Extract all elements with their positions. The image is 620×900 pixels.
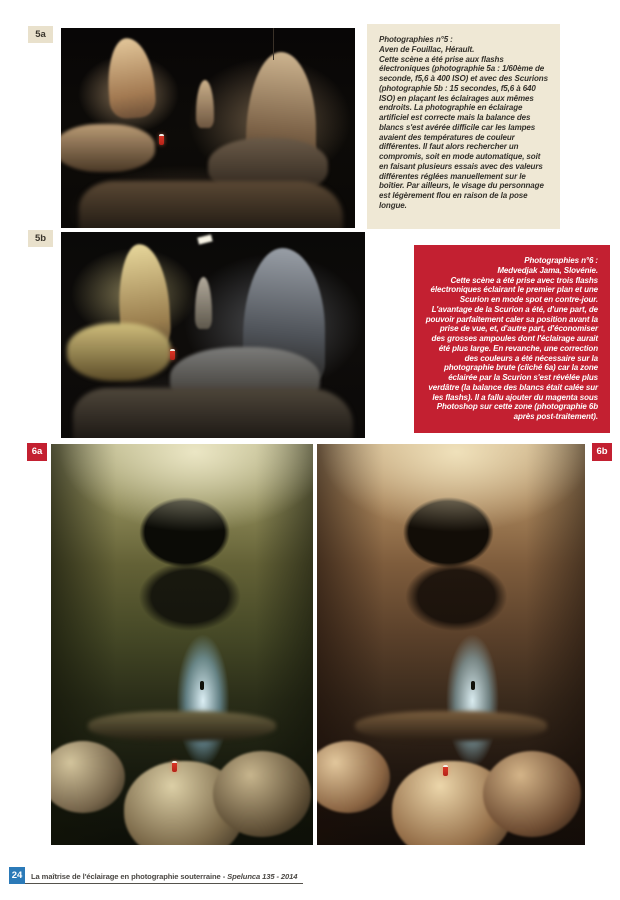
rock-shelf-shape xyxy=(61,124,155,172)
silhouette-figure xyxy=(200,681,204,690)
photo-6b-cave-corrected xyxy=(317,444,585,845)
caption-5-title: Photographies n°5 : xyxy=(379,35,453,44)
caption-photographies-6 xyxy=(414,245,610,433)
caption-6-title: Photographies n°6 : xyxy=(524,256,598,265)
caver-figure xyxy=(159,134,164,145)
rock-floor-shape xyxy=(73,388,353,438)
boulder-shape xyxy=(51,741,125,813)
caver-figure xyxy=(172,761,177,772)
rope-line xyxy=(273,28,274,60)
caver-figure xyxy=(170,349,175,360)
page-number-badge: 24 xyxy=(9,867,25,884)
boulder-shape xyxy=(213,751,311,837)
rock-floor-shape xyxy=(79,181,344,228)
rock-shelf-shape xyxy=(67,323,171,381)
photo-label-5a: 5a xyxy=(28,26,53,43)
stalagmite-shape xyxy=(195,277,212,329)
rock-ledge-shape xyxy=(88,711,277,741)
footer xyxy=(9,867,303,884)
photo-6a-cave-raw xyxy=(51,444,313,845)
caption-6-body: Cette scène a été prise avec trois flashs électroniques éclairant le premier plan et une Scurion en mode spot en contre-jour. L'avantage de la Scurion a été, d'une part, de pouvoir parfaitement caler sa position avant la prise de vue, et, d'autre part, d'économiser des grosses ampoules dont l'éclairage aurait été plus large. En revanche, une correction des couleurs a été nécessaire sur la photographie brute (cliché 6a) car la zone éclairée par la Scurion s'est révélée plus verdâtre (la balance des blancs était calée sur les flashs). Il a fallu ajouter du magenta sous Photoshop sur cette zone (photographie 6b après post-traitement). xyxy=(425,275,598,421)
caver-figure xyxy=(443,765,448,776)
boulder-shape xyxy=(317,741,390,813)
caption-photographies-5 xyxy=(367,24,560,229)
caption-5-body: Cette scène a été prise aux flashs électroniques (photographie 5a : 1/60ème de seconde, f5,6 à 400 ISO) et avec des Scurions (photographie 5b : 15 secondes, f5,6 à 640 ISO) en plaçant les éclairages aux mêmes endroits. La photographie en éclairage artificiel est correcte mais la balance des blancs s'est avérée difficile car les lampes avaient des températures de couleur différentes. Il faut alors rechercher un compromis, soit en mode automatique, soit en faisant plusieurs essais avec des valeurs différentes réglées manuellement sur le boîtier. Par ailleurs, le visage du personnage est légèrement flou en raison de la pose longue. xyxy=(379,54,548,210)
caption-6-location: Medvedjak Jama, Slovénie. xyxy=(497,265,598,275)
photo-5b-cave-scurion xyxy=(61,232,365,438)
ceiling-light-spot xyxy=(197,235,212,245)
caption-5-location: Aven de Fouillac, Hérault. xyxy=(379,44,475,54)
boulder-shape xyxy=(483,751,581,837)
photo-label-6a: 6a xyxy=(27,443,47,461)
rock-ledge-shape xyxy=(355,711,548,741)
footer-journal-ref: Spelunca 135 - 2014 xyxy=(227,872,298,881)
photo-label-5b: 5b xyxy=(28,230,53,247)
footer-title xyxy=(31,872,297,881)
photo-label-6b: 6b xyxy=(592,443,612,461)
silhouette-figure xyxy=(471,681,475,690)
stalagmite-shape xyxy=(196,80,214,128)
photo-5a-cave-flash xyxy=(61,28,355,228)
stalagmite-shape xyxy=(105,36,156,119)
footer-article-title: La maîtrise de l'éclairage en photographie souterraine - xyxy=(31,872,228,881)
